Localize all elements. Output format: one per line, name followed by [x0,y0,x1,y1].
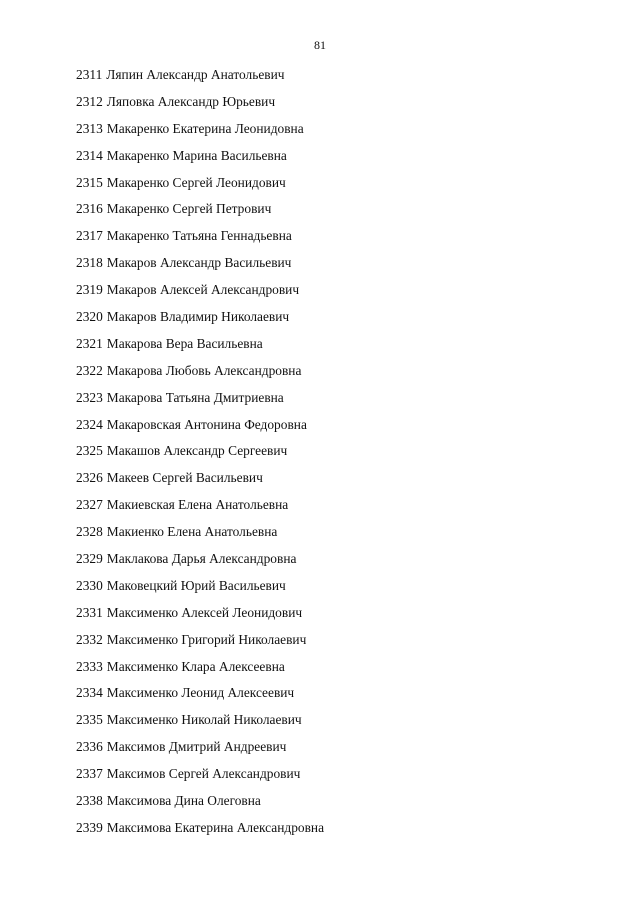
entry-name: Макарова Татьяна Дмитриевна [106,389,284,405]
entry-name: Ляпин Александр Анатольевич [106,67,285,82]
list-item [76,711,324,738]
list-item [76,281,324,308]
entry-number: 2337 [76,766,103,782]
entry-name: Макарова Любовь Александровна [106,362,302,378]
entry-name: Макашов Александр Сергеевич [106,443,288,459]
entry-name: Макаров Алексей Александрович [106,282,300,298]
entry-name: Максименко Григорий Николаевич [106,631,307,647]
entry-number: 2330 [76,577,103,593]
list-item [76,416,324,443]
entry-name: Макаренко Сергей Петрович [106,201,272,217]
list-item [76,308,324,335]
entry-number: 2317 [76,228,103,244]
entry-number: 2331 [76,604,103,620]
list-item [76,550,324,577]
list-item [76,792,324,819]
entry-number: 2327 [76,497,103,513]
entry-name: Макаренко Марина Васильевна [106,147,287,163]
list-item [76,523,324,550]
entry-name: Максименко Алексей Леонидович [106,604,303,620]
entry-name: Макаров Александр Васильевич [106,255,292,271]
entry-name: Макарова Вера Васильевна [106,335,263,351]
entry-number: 2332 [76,631,103,647]
list-item [76,389,324,416]
entry-number: 2320 [76,309,103,325]
list-item [76,200,324,227]
list-item [76,93,324,120]
entry-name: Макиевская Елена Анатольевна [106,497,289,513]
list-item [76,120,324,147]
entry-name: Макеев Сергей Васильевич [106,470,263,486]
list-item [76,604,324,631]
list-item [76,174,324,201]
entry-number: 2323 [76,389,103,405]
list-item [76,631,324,658]
list-item [76,362,324,389]
entry-number: 2339 [76,819,103,835]
entry-number: 2314 [76,147,103,163]
list-item [76,335,324,362]
entry-name: Максимов Сергей Александрович [106,766,301,782]
list-item [76,658,324,685]
entry-name: Макаренко Сергей Леонидович [106,174,286,190]
list-item [76,765,324,792]
entry-name: Макаров Владимир Николаевич [106,309,290,325]
entry-number: 2338 [76,793,103,809]
list-item [76,442,324,469]
entry-number: 2313 [76,120,103,136]
list-item [76,147,324,174]
entry-number: 2324 [76,416,103,432]
list-item [76,227,324,254]
page-number: 81 [314,38,326,52]
entry-name: Макаренко Татьяна Геннадьевна [106,228,292,244]
entry-number: 2333 [76,658,103,674]
entry-name: Макаренко Екатерина Леонидовна [106,120,304,136]
list-item [76,66,324,93]
entry-name: Максимова Дина Олеговна [106,793,261,809]
entry-number: 2329 [76,551,103,567]
entry-number: 2328 [76,524,103,540]
list-item [76,496,324,523]
entry-number: 2316 [76,201,103,217]
entry-name: Макаровская Антонина Федоровна [106,416,307,432]
entry-name: Максименко Клара Алексеевна [106,658,285,674]
list-item [76,469,324,496]
list-item [76,738,324,765]
entry-number: 2322 [76,362,103,378]
list-item [76,254,324,281]
entry-number: 2312 [76,93,103,109]
entry-name: Маклакова Дарья Александровна [106,551,297,567]
entry-number: 2325 [76,443,103,459]
entry-name: Максимова Екатерина Александровна [106,819,325,835]
list-item [76,577,324,604]
entry-name: Максименко Николай Николаевич [106,712,302,728]
entry-name: Максимов Дмитрий Андреевич [106,739,287,755]
entry-name: Ляповка Александр Юрьевич [106,93,276,109]
entry-number: 2318 [76,255,103,271]
entry-number: 2321 [76,335,103,351]
entry-name: Максименко Леонид Алексеевич [106,685,295,701]
name-list [76,66,324,846]
entry-number: 2335 [76,712,103,728]
entry-name: Макиенко Елена Анатольевна [106,524,278,540]
entry-number: 2336 [76,739,103,755]
entry-name: Маковецкий Юрий Васильевич [106,577,286,593]
entry-number: 2319 [76,282,103,298]
entry-number: 2315 [76,174,103,190]
entry-number: 2311 [76,67,103,82]
entry-number: 2334 [76,685,103,701]
list-item [76,684,324,711]
list-item [76,819,324,846]
entry-number: 2326 [76,470,103,486]
